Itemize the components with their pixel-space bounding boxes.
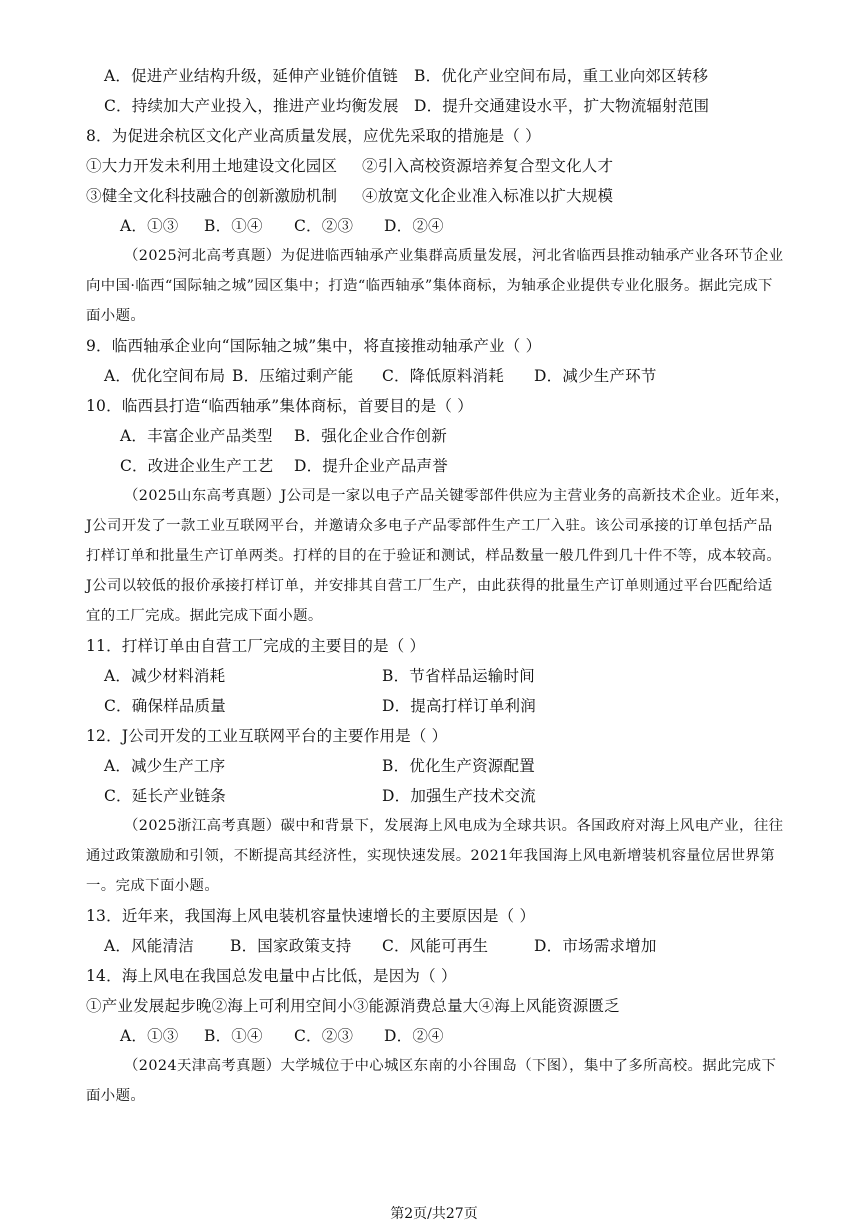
- q11-option-b: B．节省样品运输时间: [382, 667, 535, 685]
- q7-option-c: C．持续加大产业投入，推进产业均衡发展: [104, 97, 399, 115]
- hebei-passage-line-1: （2025河北高考真题）为促进临西轴承产业集群高质量发展，河北省临西县推动轴承产业各环节企业: [124, 248, 784, 264]
- tianjin-passage-line-1: （2024天津高考真题）大学城位于中心城区东南的小谷围岛（下图），集中了多所高校。据此完成下: [124, 1058, 777, 1074]
- hebei-passage-line-3: 面小题。: [86, 308, 146, 324]
- q12-option-a: A．减少生产工序: [104, 757, 226, 775]
- q14-option-b: B．①④: [204, 1027, 263, 1045]
- q11-option-a: A．减少材料消耗: [104, 667, 226, 685]
- q10-option-b: B．强化企业合作创新: [294, 427, 447, 445]
- q11-option-c: C．确保样品质量: [104, 697, 226, 715]
- q10-option-c: C．改进企业生产工艺: [120, 457, 274, 475]
- q9-option-b: B．压缩过剩产能: [232, 367, 354, 385]
- q11-option-d: D．提高打样订单利润: [382, 697, 536, 715]
- q10-option-d: D．提升企业产品声誉: [294, 457, 448, 475]
- q13-option-b: B．国家政策支持: [230, 937, 352, 955]
- q12-option-b: B．优化生产资源配置: [382, 757, 535, 775]
- zhejiang-passage-line-1: （2025浙江高考真题）碳中和背景下，发展海上风电成为全球共识。各国政府对海上风电产业，往往: [124, 818, 784, 834]
- q12-option-d: D．加强生产技术交流: [382, 787, 536, 805]
- q14-stem: 14．海上风电在我国总发电量中占比低，是因为（ ）: [86, 967, 457, 985]
- shandong-passage-line-2: J公司开发了一款工业互联网平台，并邀请众多电子产品零部件生产工厂入驻。该公司承接的订单包括产品: [86, 518, 773, 534]
- q11-stem: 11．打样订单由自营工厂完成的主要目的是（ ）: [86, 637, 426, 655]
- q13-option-d: D．市场需求增加: [534, 937, 657, 955]
- q9-option-a: A．优化空间布局: [104, 367, 226, 385]
- q8-option-b: B．①④: [204, 217, 263, 235]
- q12-stem: 12．J公司开发的工业互联网平台的主要作用是（ ）: [86, 727, 448, 745]
- q14-option-a: A．①③: [120, 1027, 179, 1045]
- shandong-passage-line-5: 宜的工厂完成。据此完成下面小题。: [86, 608, 323, 624]
- q8-option-c: C．②③: [294, 217, 354, 235]
- q9-stem: 9．临西轴承企业向“国际轴之城”集中，将直接推动轴承产业（ ）: [86, 337, 542, 355]
- q8-statement-3: ③健全文化科技融合的创新激励机制: [86, 187, 338, 205]
- q7-option-a: A．促进产业结构升级，延伸产业链价值链: [104, 67, 398, 85]
- q10-option-a: A．丰富企业产品类型: [120, 427, 273, 445]
- q8-statement-2: ②引入高校资源培养复合型文化人才: [362, 157, 614, 175]
- shandong-passage-line-4: J公司以较低的报价承接打样订单，并安排其自营工厂生产，由此获得的批量生产订单则通过平台匹配给适: [86, 578, 773, 594]
- q13-option-a: A．风能清洁: [104, 937, 194, 955]
- q9-option-c: C．降低原料消耗: [382, 367, 504, 385]
- q9-option-d: D．减少生产环节: [534, 367, 657, 385]
- q7-option-b: B．优化产业空间布局，重工业向郊区转移: [414, 67, 709, 85]
- hebei-passage-line-2: 向中国·临西“国际轴之城”园区集中；打造“临西轴承”集体商标，为轴承企业提供专业化服务。据此完成下: [86, 278, 773, 294]
- q14-option-c: C．②③: [294, 1027, 354, 1045]
- q8-stem: 8．为促进余杭区文化产业高质量发展，应优先采取的措施是（ ）: [86, 127, 541, 145]
- zhejiang-passage-line-2: 通过政策激励和引领，不断提高其经济性，实现快速发展。2021年我国海上风电新增装机容量位居世界第: [86, 848, 776, 864]
- shandong-passage-line-1: （2025山东高考真题）J公司是一家以电子产品关键零部件供应为主营业务的高新技术企业。近年来，: [124, 488, 790, 504]
- q12-option-c: C．延长产业链条: [104, 787, 226, 805]
- tianjin-passage-line-2: 面小题。: [86, 1088, 146, 1104]
- q8-statement-1: ①大力开发未利用土地建设文化园区: [86, 157, 338, 175]
- page-number: 第2页/共27页: [390, 1206, 478, 1222]
- q14-statements: ①产业发展起步晚②海上可利用空间小③能源消费总量大④海上风能资源匮乏: [86, 997, 620, 1015]
- q13-stem: 13．近年来，我国海上风电装机容量快速增长的主要原因是（ ）: [86, 907, 536, 925]
- q14-option-d: D．②④: [384, 1027, 444, 1045]
- q8-statement-4: ④放宽文化企业准入标准以扩大规模: [362, 187, 614, 205]
- q7-option-d: D．提升交通建设水平，扩大物流辐射范围: [414, 97, 710, 115]
- q8-option-a: A．①③: [120, 217, 179, 235]
- q13-option-c: C．风能可再生: [382, 937, 489, 955]
- shandong-passage-line-3: 打样订单和批量生产订单两类。打样的目的在于验证和测试，样品数量一般几件到几十件不等，成本较高。: [86, 548, 782, 564]
- q10-stem: 10．临西县打造“临西轴承”集体商标，首要目的是（ ）: [86, 397, 473, 415]
- q8-option-d: D．②④: [384, 217, 444, 235]
- zhejiang-passage-line-3: 一。完成下面小题。: [86, 878, 220, 894]
